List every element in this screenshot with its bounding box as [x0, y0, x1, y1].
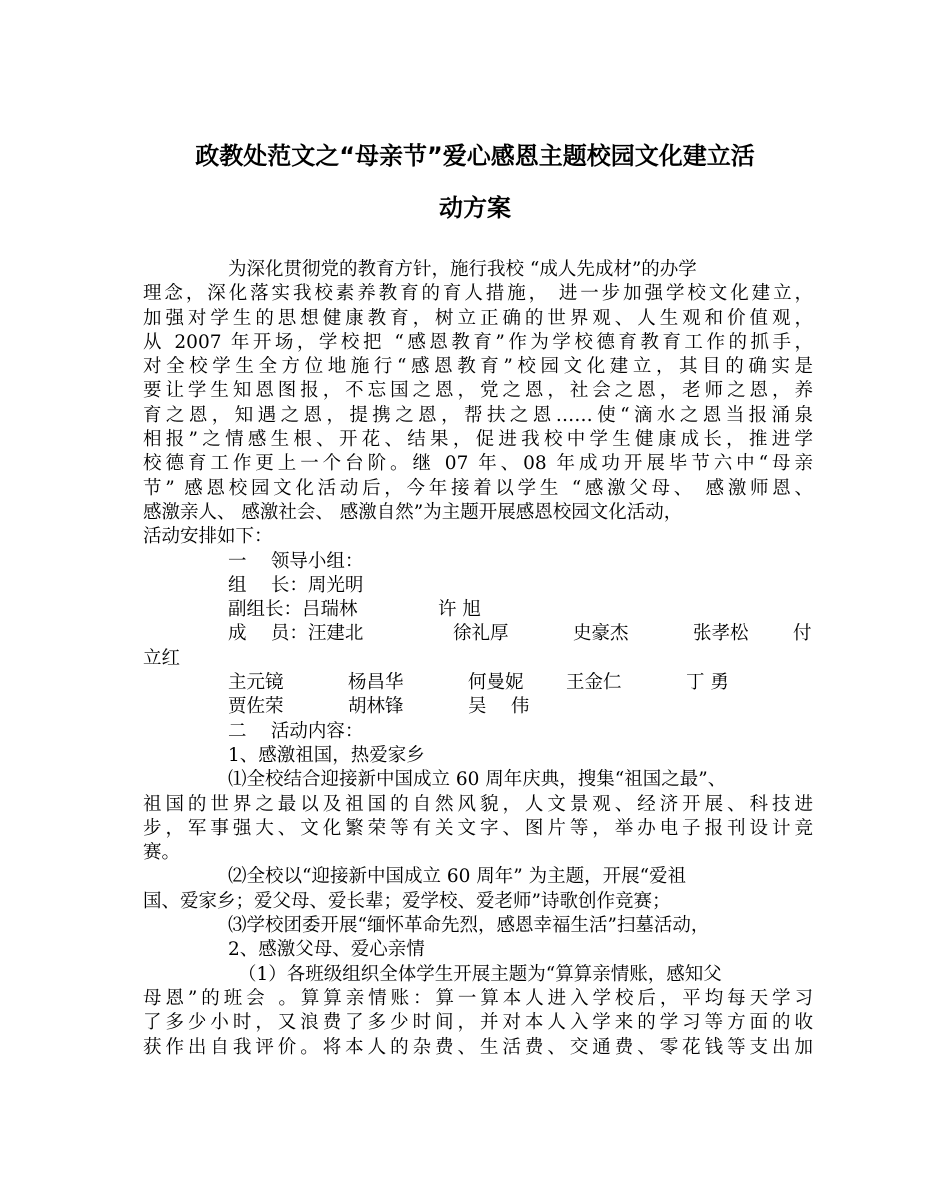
title-line-2: 动方案	[439, 194, 511, 222]
intro-line: 对全校学生全方位地施行“感恩教育”校园文化建立，其目的确实是	[143, 356, 813, 378]
paragraph-line: 获作出自我评价。将本人的杂费、生活费、交通费、零花钱等支出加	[143, 1036, 813, 1058]
paragraph-line: 了多少小时，又浪费了多少时间，并对本人入学来的学习等方面的收	[143, 1012, 813, 1034]
intro-line: 要让学生知恩图报，不忘国之恩，党之恩，社会之恩，老师之恩，养	[143, 380, 813, 402]
member-name: 杨昌华	[348, 672, 404, 694]
section-heading-leadership: 一 领导小组：	[228, 550, 364, 572]
intro-line: 相报”之情感生根、开花、结果，促进我校中学生健康成长，推进学	[143, 429, 813, 451]
member-name: 王金仁	[566, 672, 622, 694]
intro-line: 从 2007 年开场，学校把 “感恩教育”作为学校德育教育工作的抓手，	[143, 331, 813, 353]
intro-line: 加强对学生的思想健康教育，树立正确的世界观、人生观和价值观，	[143, 307, 813, 329]
section-heading-activities: 二 活动内容：	[228, 720, 364, 742]
paragraph-line: 国、爱家乡；爱父母、爱长辈；爱学校、爱老师”诗歌创作竞赛；	[143, 890, 671, 912]
leader-line: 组 长：周光明	[228, 574, 364, 596]
document-title	[130, 130, 820, 234]
member-name: 张孝松	[693, 623, 749, 645]
member-name: 主元镜	[228, 672, 284, 694]
deputy-label: 副组长：吕瑞林	[228, 599, 358, 621]
document-body	[143, 258, 813, 1060]
deputy-row	[143, 598, 813, 622]
members-label: 成 员：汪建北	[228, 623, 364, 645]
intro-line: 为深化贯彻党的教育方针，施行我校 “成人先成材”的办学	[228, 259, 697, 280]
deputy-second: 许 旭	[438, 599, 481, 621]
member-name-wrap: 立红	[143, 647, 181, 669]
paragraph-line: ⑶学校团委开展“缅怀革命先烈，感恩幸福生活”扫墓活动，	[228, 915, 710, 937]
members-row	[143, 671, 813, 695]
member-name: 付	[793, 623, 812, 645]
member-name: 徐礼厚	[453, 623, 509, 645]
intro-line: 感激亲人、 感激社会、 感激自然”为主题开展感恩校园文化活动，	[143, 501, 683, 523]
member-name: 丁 勇	[686, 672, 729, 694]
paragraph-line: ⑵全校以“迎接新中国成立 60 周年” 为主题，开展“爱祖	[228, 866, 687, 888]
item-heading: 1、感激祖国，热爱家乡	[228, 744, 425, 766]
intro-line: 活动安排如下：	[143, 526, 273, 548]
members-row	[143, 622, 813, 646]
item-heading: 2、感激父母、爱心亲情	[228, 939, 425, 961]
intro-line: 校德育工作更上一个台阶。继 07 年、08 年成功开展毕节六中“母亲	[143, 453, 813, 475]
paragraph-line: 步，军事强大、文化繁荣等有关文字、图片等，举办电子报刊设计竞	[143, 817, 813, 839]
title-line-1: 政教处范文之“母亲节”爱心感恩主题校园文化建立活	[195, 142, 755, 170]
intro-line: 节” 感恩校园文化活动后，今年接着以学生 “感激父母、 感激师恩、	[143, 477, 813, 499]
intro-line: 理念，深化落实我校素养教育的育人措施， 进一步加强学校文化建立，	[143, 283, 813, 305]
member-name: 史豪杰	[573, 623, 629, 645]
members-row	[143, 695, 813, 719]
member-name: 胡林锋	[348, 696, 404, 718]
paragraph-line: （1）各班级组织全体学生开展主题为“算算亲情账，感知父	[238, 963, 722, 985]
member-name: 吴 伟	[468, 696, 530, 718]
paragraph-line: 赛。	[143, 842, 181, 864]
intro-line: 育之恩，知遇之恩，提携之恩，帮扶之恩……使“滴水之恩当报涌泉	[143, 404, 813, 426]
member-name: 何曼妮	[468, 672, 524, 694]
member-name: 贾佐荣	[228, 696, 284, 718]
paragraph-line: ⑴全校结合迎接新中国成立 60 周年庆典，搜集“祖国之最”、	[228, 769, 727, 791]
paragraph-line: 母恩”的班会 。算算亲情账：算一算本人进入学校后，平均每天学习	[143, 987, 813, 1009]
paragraph-line: 祖国的世界之最以及祖国的自然风貌，人文景观、经济开展、科技进	[143, 793, 813, 815]
